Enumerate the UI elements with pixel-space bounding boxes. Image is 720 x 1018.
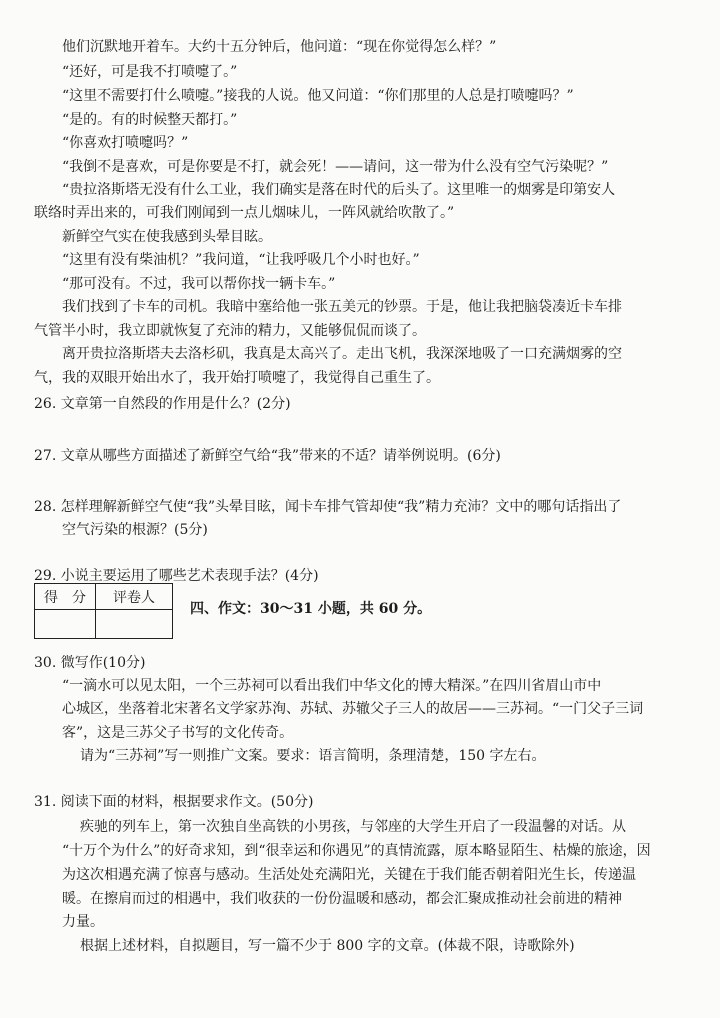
story-line: “贵拉洛斯塔无没有什么工业，我们确实是落在时代的后头了。这里唯一的烟雾是印第安人 bbox=[62, 182, 616, 198]
q30-line: “一滴水可以见太阳，一个三苏祠可以看出我们中华文化的博大精深。”在四川省眉山市中 bbox=[62, 678, 602, 694]
story-line: “那可没有。不过，我可以帮你找一辆卡车。” bbox=[62, 276, 336, 292]
story-line: “还好，可是我不打喷嚏了。” bbox=[62, 64, 238, 80]
story-line: 新鲜空气实在使我感到头晕目眩。 bbox=[62, 229, 272, 245]
q31-line: 根据上述材料，自拟题目，写一篇不少于 800 字的文章。(体裁不限，诗歌除外) bbox=[80, 938, 575, 954]
q31-line: 为这次相遇充满了惊喜与感动。生活处处充满阳光，关键在于我们能否朝着阳光生长，传递温 bbox=[62, 867, 636, 883]
story-line: 气管半小时，我立即就恢复了充沛的精力，又能够侃侃而谈了。 bbox=[34, 323, 426, 339]
question-29: 29. 小说主要运用了哪些艺术表现手法？(4分) bbox=[34, 568, 319, 584]
story-line: 气，我的双眼开始出水了，我开始打喷嚏了，我觉得自己重生了。 bbox=[34, 370, 440, 386]
story-line: “我倒不是喜欢，可是你要是不打，就会死！——请问，这一带为什么没有空气污染呢？” bbox=[62, 159, 609, 175]
question-28-cont: 空气污染的根源？(5分) bbox=[62, 522, 208, 538]
grader-cell[interactable] bbox=[96, 610, 173, 639]
q31-line: “十万个为什么”的好奇求知，到“很幸运和你遇见”的真情流露，原本略显陌生、枯燥的旅途，因 bbox=[62, 843, 651, 859]
story-line: “你喜欢打喷嚏吗？” bbox=[62, 135, 189, 151]
q30-line: 客”，这是三苏父子书写的文化传奇。 bbox=[62, 725, 294, 741]
question-30-title: 30. 微写作(10分) bbox=[34, 655, 146, 671]
story-line: “是的。有的时候整天都打。” bbox=[62, 112, 238, 128]
q31-line: 力量。 bbox=[62, 914, 104, 930]
question-27: 27. 文章从哪些方面描述了新鲜空气给“我”带来的不适？请举例说明。(6分) bbox=[34, 448, 501, 464]
question-26: 26. 文章第一自然段的作用是什么？(2分) bbox=[34, 396, 291, 412]
story-line: “这里不需要打什么喷嚏。”接我的人说。他又问道：“你们那里的人总是打喷嚏吗？” bbox=[62, 88, 574, 104]
story-line: 联络时弄出来的，可我们刚闻到一点儿烟味儿，一阵风就给吹散了。” bbox=[34, 205, 455, 221]
score-cell[interactable] bbox=[35, 610, 96, 639]
story-line: “这里有没有柴油机？”我问道，“让我呼吸几个小时也好。” bbox=[62, 252, 420, 268]
score-table bbox=[34, 583, 173, 639]
question-31-title: 31. 阅读下面的材料，根据要求作文。(50分) bbox=[34, 794, 314, 810]
score-header: 得 分 bbox=[35, 584, 96, 610]
q30-line: 心城区，坐落着北宋著名文学家苏洵、苏轼、苏辙父子三人的故居——三苏祠。“一门父子三词 bbox=[62, 701, 644, 717]
section-heading: 四、作文：30～31 小题，共 60 分。 bbox=[190, 601, 432, 617]
q31-line: 疾驰的列车上，第一次独自坐高铁的小男孩，与邻座的大学生开启了一段温馨的对话。从 bbox=[80, 819, 626, 835]
q30-line: 请为“三苏祠”写一则推广文案。要求：语言简明，条理清楚，150 字左右。 bbox=[80, 748, 546, 764]
story-line: 离开贵拉洛斯塔夫去洛杉矶，我真是太高兴了。走出飞机，我深深地吸了一口充满烟雾的空 bbox=[62, 346, 622, 362]
story-line: 我们找到了卡车的司机。我暗中塞给他一张五美元的钞票。于是，他让我把脑袋凑近卡车排 bbox=[62, 299, 622, 315]
question-28: 28. 怎样理解新鲜空气使“我”头晕目眩，闻卡车排气管却使“我”精力充沛？文中的哪句话指出了 bbox=[34, 499, 622, 515]
story-line: 他们沉默地开着车。大约十五分钟后，他问道：“现在你觉得怎么样？” bbox=[62, 39, 497, 55]
grader-header: 评卷人 bbox=[96, 584, 173, 610]
q31-line: 暖。在擦肩而过的相遇中，我们收获的一份份温暖和感动，都会汇聚成推动社会前进的精神 bbox=[62, 891, 622, 907]
